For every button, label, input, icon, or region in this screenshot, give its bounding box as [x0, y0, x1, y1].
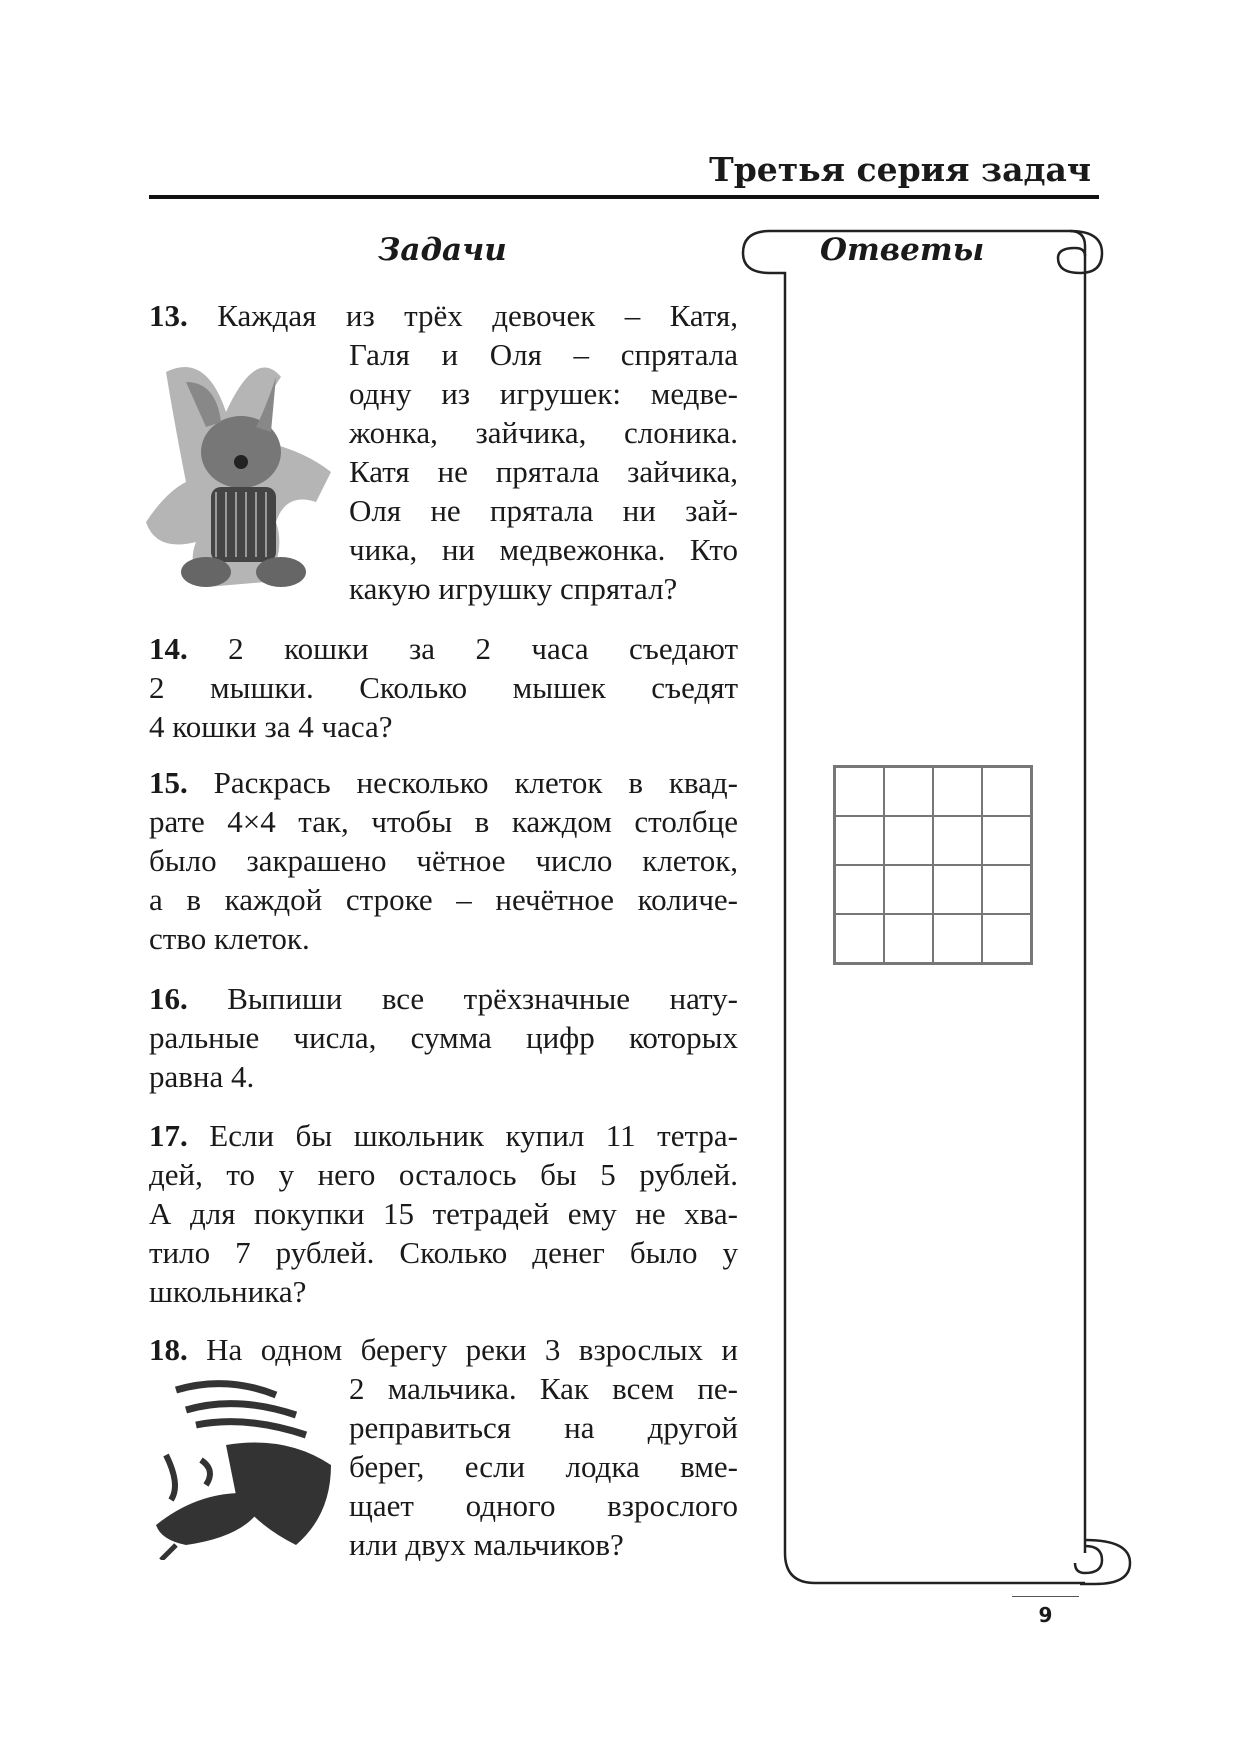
problem-text-line: тило 7 рублей. Сколько денег было у [149, 1235, 738, 1270]
problem-text-line: На одном берегу реки 3 взрослых и [206, 1332, 739, 1367]
problem-text-line: щает одного взрослого [349, 1488, 738, 1523]
header-rule [149, 195, 1099, 199]
problem-text-line: или двух мальчиков? [349, 1527, 624, 1562]
section-title: Третья серия задач [709, 150, 1091, 189]
problem-text-line: какую игрушку спрятал? [349, 571, 678, 606]
problem-text-line: 2 мальчика. Как всем пе- [349, 1371, 738, 1406]
problem-text-line: жонка, зайчика, слоника. [349, 415, 738, 450]
problem-text-line: реправиться на другой [349, 1410, 738, 1445]
problem-text-line: 2 кошки за 2 часа съедают [228, 631, 738, 666]
problem-number: 13. [149, 298, 188, 333]
problem-text-line: Выпиши все трёхзначные нату- [227, 981, 739, 1016]
problem-number: 16. [149, 981, 188, 1016]
problem-text-line: Раскрась несколько клеток в квад- [213, 765, 738, 800]
problem-text-line: чика, ни медвежонка. Кто [349, 532, 738, 567]
problem-18 [149, 1330, 738, 1564]
problem-text-line: 4 кошки за 4 часа? [149, 709, 393, 744]
problem-16 [149, 979, 738, 1096]
problem-text-line: Каждая из трёх девочек – Катя, [217, 298, 739, 333]
tasks-heading: Задачи [378, 232, 507, 268]
page-number: 9 [1012, 1596, 1079, 1627]
problem-text-line: рате 4×4 так, чтобы в каждом столбце [149, 804, 738, 839]
problem-text-line: равна 4. [149, 1059, 255, 1094]
problem-text-line: 2 мышки. Сколько мышек съедят [149, 670, 738, 705]
problem-text-line: Если бы школьник купил 11 тетра- [209, 1118, 738, 1153]
problem-14 [149, 629, 738, 746]
problem-number: 15. [149, 765, 188, 800]
problem-text-line: Катя не прятала зайчика, [349, 454, 738, 489]
problem-text-line: дей, то у него осталось бы 5 рублей. [149, 1157, 738, 1192]
problem-15 [149, 763, 738, 958]
problem-number: 18. [149, 1332, 188, 1367]
answers-heading: Ответы [820, 232, 985, 268]
problem-text-line: ральные числа, сумма цифр которых [149, 1020, 738, 1055]
problem-17 [149, 1116, 738, 1311]
problem-text-line: одну из игрушек: медве- [349, 376, 738, 411]
answer-grid-4x4[interactable] [833, 765, 1033, 965]
problem-text-line: А для покупки 15 тетрадей ему не хва- [149, 1196, 738, 1231]
problem-text-line: берег, если лодка вме- [349, 1449, 738, 1484]
problem-text-line: школьника? [149, 1274, 307, 1309]
problem-13 [149, 296, 738, 608]
problem-text-line: было закрашено чётное число клеток, [149, 843, 738, 878]
problem-text-line: ство клеток. [149, 921, 310, 956]
problem-number: 14. [149, 631, 188, 666]
problem-text-line: а в каждой строке – нечётное количе- [149, 882, 738, 917]
problem-number: 17. [149, 1118, 188, 1153]
problem-text-line: Оля не прятала ни зай- [349, 493, 738, 528]
problem-text-line: Галя и Оля – спрятала [349, 337, 738, 372]
